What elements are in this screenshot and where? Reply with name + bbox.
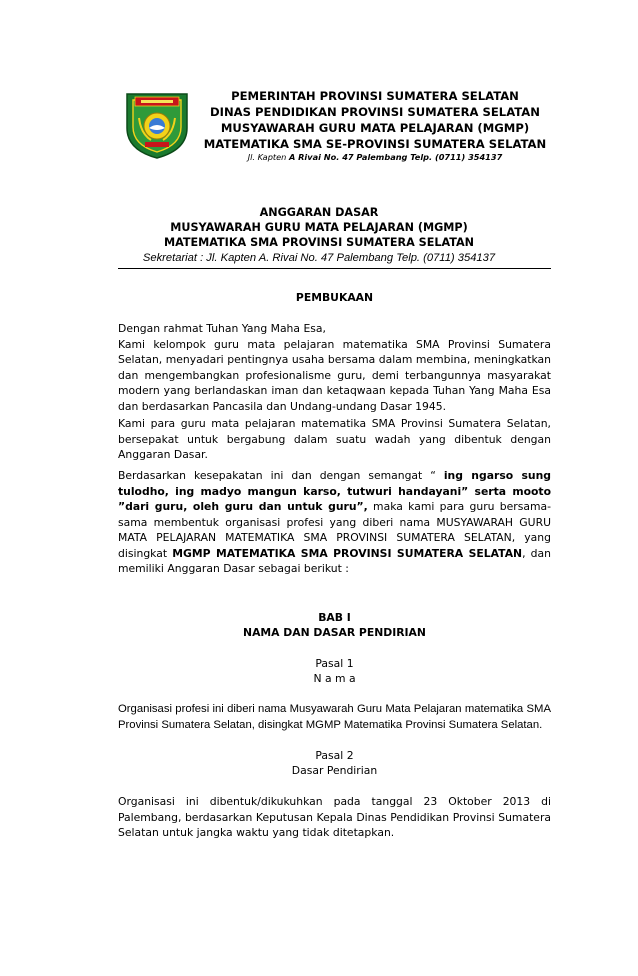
para3-abbreviation: MGMP MATEMATIKA SMA PROVINSI SUMATERA SELATAN [172,546,523,560]
bab1-subheading: NAMA DAN DASAR PENDIRIAN [243,626,426,639]
pasal2-text: Organisasi ini dibentuk/dikukuhkan pada tanggal 23 Oktober 2013 di Palembang, berdasarkan Keputusan Kepala Dinas Pendidikan Provinsi Sumatera Selatan untuk jangka waktu yang tidak ditetapkan. [118,795,551,839]
letterhead-line-1: PEMERINTAH PROVINSI SUMATERA SELATAN [231,89,519,103]
para3-part-c: maka kami para guru bersama-sama membentuk organisasi profesi yang diberi nama MUSYAWARAH GURU MATA PELAJARAN MATEMATIKA SMA PROVINSI SUMATERA SELATAN, yang disingkat [118,500,551,560]
letterhead-line-2: DINAS PENDIDIKAN PROVINSI SUMATERA SELATAN [210,105,540,119]
pembukaan-heading: PEMBUKAAN [295,291,374,304]
bab1-heading: BAB I [318,611,351,624]
para3-part-e: , dan memiliki Anggaran Dasar sebagai berikut : [118,546,551,575]
pasal2-subtitle: Dasar Pendirian [291,764,378,777]
pembukaan-paragraph-1: Dengan rahmat Tuhan Yang Maha Esa, Kami kelompok guru mata pelajaran matematika SMA Provinsi Sumatera Selatan, menyadari pentingnya usaha bersama dalam membina, meningkatkan dan mengembangkan profesionalisme guru, demi terbangunnya masyarakat modern yang berlandaskan iman dan ketaqwaan kepada Tuhan Yang Maha Esa dan berdasarkan Pancasila dan Undang-undang Dasar 1945. [118,322,551,413]
letterhead-address-prefix: Jl. Kapten [247,152,289,162]
secretariat-address: Sekretariat : Jl. Kapten A. Rivai No. 47 Palembang Telp. (0711) 354137 [142,252,496,264]
pasal2-title: Pasal 2 [315,749,354,762]
letterhead-address-rest: A Rivai No. 47 Palembang Telp. (0711) 354137 [288,152,503,162]
document-title-line-3: MATEMATIKA SMA PROVINSI SUMATERA SELATAN [163,236,475,249]
pasal1-subtitle: N a m a [313,672,356,685]
pembukaan-paragraph-2: Kami para guru mata pelajaran matematika SMA Provinsi Sumatera Selatan, bersepakat untuk bergabung dalam suatu wadah yang dibentuk dengan Anggaran Dasar. [118,417,551,461]
pasal1-text: Organisasi profesi ini diberi nama Musyawarah Guru Mata Pelajaran matematika SMA Provinsi Sumatera Selatan, disingkat MGMP Matematika Provinsi Sumatera Selatan. [118,703,551,731]
title-underline [118,268,551,269]
letterhead-line-4: MATEMATIKA SMA SE-PROVINSI SUMATERA SELATAN [203,137,547,151]
para3-motto: ing ngarso sung tulodho, ing madyo mangun karso, tutwuri handayani” serta mooto ”dari guru, oleh guru dan untuk guru”, [118,469,552,513]
document-title: ANGGARAN DASAR [259,206,379,219]
letterhead-line-3: MUSYAWARAH GURU MATA PELAJARAN (MGMP) [220,121,530,135]
para3-part-a: Berdasarkan kesepakatan ini dan dengan semangat “ [118,469,444,482]
document-title-line-2: MUSYAWARAH GURU MATA PELAJARAN (MGMP) [170,221,468,234]
letterhead-address [195,151,555,163]
pasal1-title: Pasal 1 [315,657,354,670]
provincial-emblem-logo [121,88,193,160]
pembukaan-paragraph-3 [118,468,551,577]
